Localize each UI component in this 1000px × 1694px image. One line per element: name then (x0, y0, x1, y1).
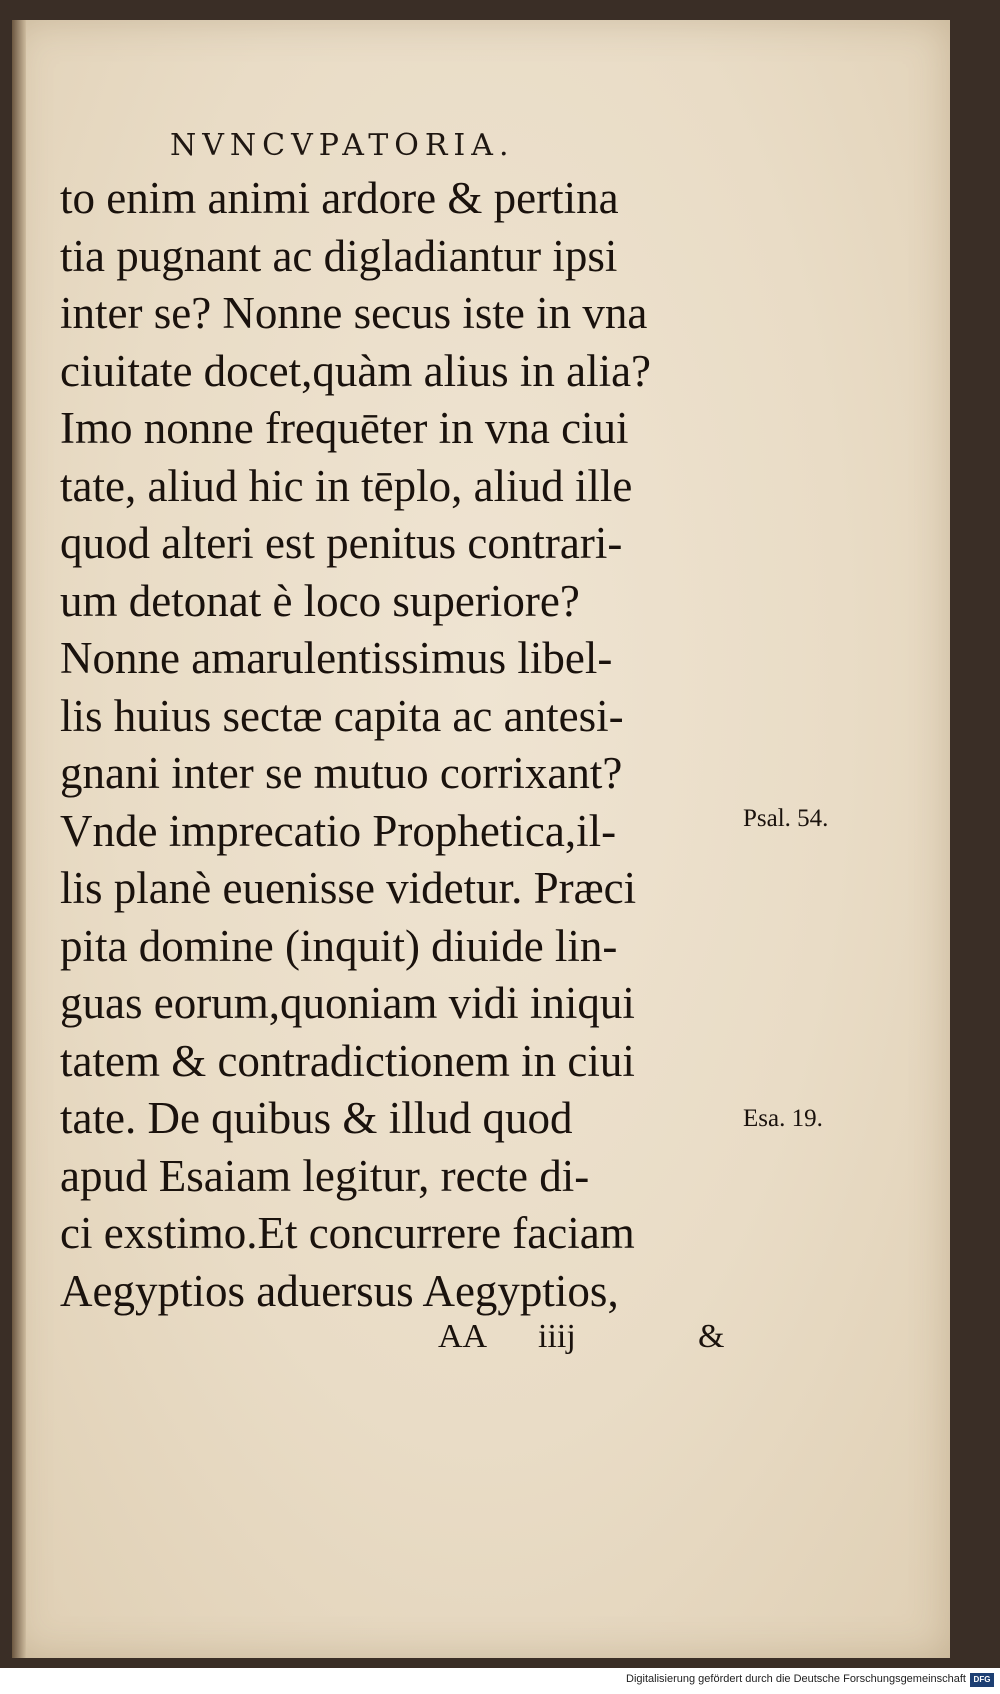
text-line: tatem & contradictionem in ciui (60, 1035, 635, 1086)
text-line: Vnde imprecatio Prophetica,il- (60, 805, 617, 856)
text-line: to enim animi ardore & pertina (60, 173, 619, 223)
text-line: lis planè euenisse videtur. Præci (60, 863, 637, 913)
folio-number: iiij (538, 1318, 576, 1355)
binding-edge (12, 20, 26, 1658)
text-line: ciuitate docet,quàm alius in alia? (60, 345, 652, 396)
text-line: quod alteri est penitus contrari- (60, 518, 623, 568)
text-line: Aegyptios aduersus Aegyptios, (60, 1265, 619, 1316)
text-line: tia pugnant ac digladiantur ipsi (60, 230, 618, 281)
text-line: lis huius sectæ capita ac antesi- (60, 690, 624, 741)
text-line: pita domine (inquit) diuide lin- (60, 920, 618, 971)
marginal-note-psalm: Psal. 54. (743, 805, 829, 832)
text-line: tate, aliud hic in tēplo, aliud ille (60, 460, 633, 511)
signature-mark: AA (438, 1318, 488, 1355)
credit-bar (0, 1668, 1000, 1694)
page-footer (438, 1318, 758, 1368)
text-line: tate. De quibus & illud quod (60, 1093, 573, 1143)
text-line: Nonne amarulentissimus libel- (60, 633, 613, 683)
body-text (60, 170, 750, 1330)
catchword: & (698, 1318, 725, 1355)
text-line: inter se? Nonne secus iste in vna (60, 288, 648, 338)
text-line: guas eorum,quoniam vidi iniqui (60, 978, 635, 1028)
text-line: gnani inter se mutuo corrixant? (60, 748, 623, 798)
dfg-logo-icon: DFG (970, 1673, 994, 1687)
text-line: um detonat è loco superiore? (60, 575, 580, 626)
text-line: ci exstimo.Et concurrere faciam (60, 1208, 635, 1258)
marginal-note-esaias: Esa. 19. (743, 1105, 823, 1132)
text-line: apud Esaiam legitur, recte di- (60, 1150, 590, 1201)
funding-credit: Digitalisierung gefördert durch die Deutsche Forschungsgemeinschaft (626, 1673, 966, 1685)
running-title: NVNCVPATORIA. (170, 128, 515, 163)
text-line: Imo nonne frequēter in vna ciui (60, 403, 629, 453)
